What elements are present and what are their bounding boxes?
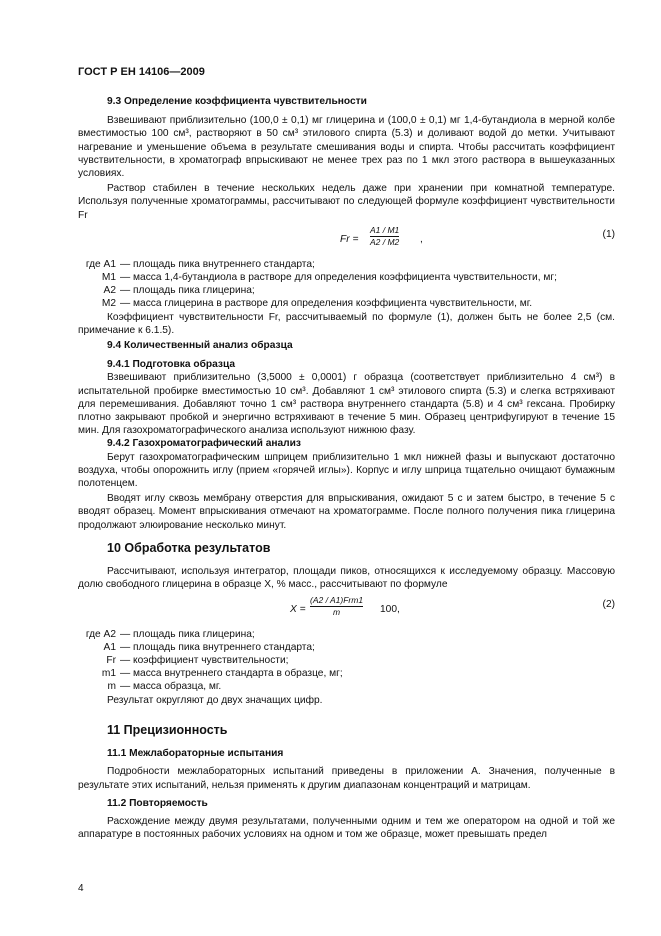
formula-denominator: A2 / M2 xyxy=(370,236,400,247)
where-line: A1 — площадь пика внутреннего стандарта; xyxy=(103,641,315,653)
paragraph: Рассчитывают, используя интегратор, площади пиков, относящихся к исследуемому образцу. Массовую долю свободного глицерина в образце X, % масс., рассчитывают по формуле xyxy=(78,566,615,591)
formula-number: (1) xyxy=(602,228,615,240)
where-line: A2 — площадь пика глицерина; xyxy=(103,285,255,297)
paragraph: Вводят иглу сквозь мембрану отверстия для впрыскивания, ожидают 5 с и затем быстро, в течение 5 с вводят образец. Момент впрыскивания отмечают на хроматограмме. После полного получения пика глицерина продолжают элюирование несколько минут. xyxy=(78,493,615,531)
paragraph: Расхождение между двумя результатами, полученными одним и тем же оператором на одной и той же аппаратуре в постоянных рабочих условиях на одном и том же образце, может превышать предел xyxy=(78,816,615,841)
formula-2 xyxy=(78,594,615,624)
where-line: m1 — масса внутреннего стандарта в образце, мг; xyxy=(101,668,343,680)
section-11 xyxy=(78,724,615,841)
formula-fraction xyxy=(370,225,399,248)
page-number: 4 xyxy=(78,883,84,894)
formula-lhs: Fr = xyxy=(340,233,359,245)
formula-lhs: X = xyxy=(290,603,306,615)
where-line: Fr — коэффициент чувствительности; xyxy=(106,654,289,666)
formula-tail: 100, xyxy=(380,603,400,615)
section-title: 9.3 Определение коэффициента чувствительности xyxy=(107,96,367,107)
formula-1 xyxy=(78,224,615,254)
formula-number: (2) xyxy=(602,598,615,610)
subsection-title: 9.4.1 Подготовка образца xyxy=(107,359,236,371)
section-title: 10 Обработка результатов xyxy=(107,541,271,555)
formula-numerator: (A2 / A1)Frm1 xyxy=(310,594,364,605)
subsection-title: 11.2 Повторяемость xyxy=(107,797,208,809)
paragraph: Результат округляют до двух значащих цифр. xyxy=(107,694,323,706)
formula-numerator: A1 / M1 xyxy=(370,224,400,235)
where-line: где A2 — площадь пика глицерина; xyxy=(85,628,255,640)
paragraph: Взвешивают приблизительно (100,0 ± 0,1) мг глицерина и (100,0 ± 0,1) мг 1,4-бутандиола в мерной колбе вместимостью 100 см³, растворяют в 50 см³ этилового спирта (5.3) и доливают водой до метки. Учитывают нагревание и уменьшение объема в результате смешивания воды и спирта. Чтобы рассчитать коэффициент чувствительности, в хроматограф впрыскивают не менее трех раз по 1 мкл этого раствора в вышеуказанных условиях. xyxy=(78,115,615,180)
paragraph: Взвешивают приблизительно (3,5000 ± 0,0001) г образца (соответствует приблизительно 4 см³) в испытательной пробирке вместимостью 10 см³. Добавляют 1 см³ этилового спирта (5.3) и слегка встряхивают для перемешивания. Добавляют точно 1 см³ раствора внутреннего стандарта (5.8) и 4 см³ гексана. Пробирку плотно закрывают пробкой и энергично встряхивают в течение 5 мин. Образец центрифугируют в течение 15 мин. Для газохроматографического анализа используют нижнюю фазу. xyxy=(78,372,615,437)
paragraph: Раствор стабилен в течение нескольких недель даже при хранении при комнатной температуре. Используя полученные хроматограммы, рассчитывают по следующей формуле коэффициент чувствительности Fr xyxy=(78,183,615,221)
where-line: M1 — масса 1,4-бутандиола в растворе для определения коэффициента чувствительности, мг; xyxy=(101,272,557,284)
document-header: ГОСТ Р ЕН 14106—2009 xyxy=(78,66,205,78)
where-line: m — масса образца, мг. xyxy=(107,681,222,693)
where-line: где A1 — площадь пика внутреннего стандарта; xyxy=(85,258,315,270)
subsection-title: 11.1 Межлабораторные испытания xyxy=(107,748,284,760)
where-line: M2 — масса глицерина в растворе для определения коэффициента чувствительности, мг. xyxy=(101,298,533,310)
formula-fraction xyxy=(310,595,363,618)
section-title: 11 Прецизионность xyxy=(107,723,228,737)
paragraph: Берут газохроматографическим шприцем приблизительно 1 мкл нижней фазы и выпускают достаточно воздуха, чтобы опорожнить иглу (прием «горячей иглы»). Корпус и иглу шприца тщательно очищают бумажным полотенцем. xyxy=(78,451,615,490)
section-9-3 xyxy=(78,95,615,337)
section-9-4 xyxy=(78,339,615,532)
formula-denominator: m xyxy=(310,606,363,618)
paragraph: Коэффициент чувствительности Fr, рассчитываемый по формуле (1), должен быть не более 2,5 (см. примечание к 6.1.5). xyxy=(78,311,615,336)
subsection-title: 9.4.2 Газохроматографический анализ xyxy=(107,438,301,450)
formula-tail: , xyxy=(420,233,423,245)
paragraph: Подробности межлабораторных испытаний приведены в приложении А. Значения, полученные в результате этих испытаний, нельзя применять к другим диапазонам концентраций и матрицам. xyxy=(78,766,615,791)
section-10 xyxy=(78,542,615,707)
section-title: 9.4 Количественный анализ образца xyxy=(107,340,293,351)
